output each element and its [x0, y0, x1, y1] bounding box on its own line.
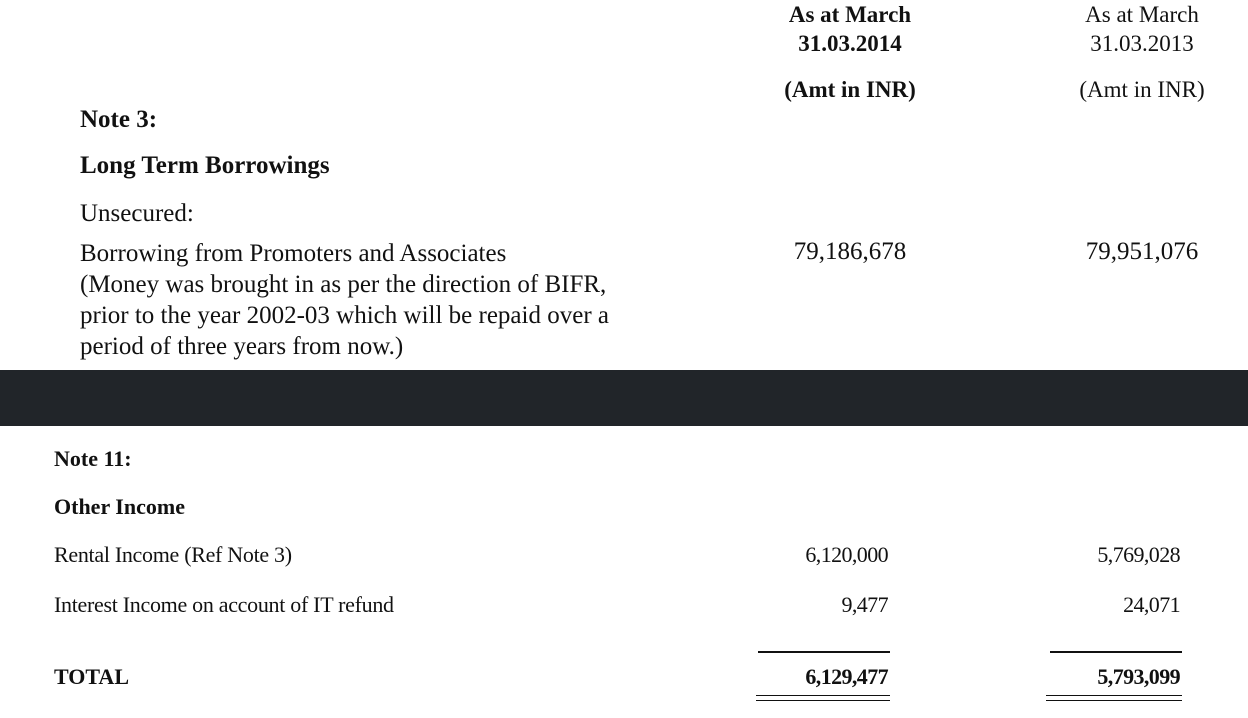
borrowing-description — [80, 238, 609, 362]
col-2013-header-line2: 31.03.2013 — [1090, 31, 1194, 56]
borrowing-description-line: (Money was brought in as per the direction of BIFR, — [80, 271, 607, 298]
borrowing-description-line: Borrowing from Promoters and Associates — [80, 240, 507, 267]
col-2014-header-line2: 31.03.2014 — [798, 31, 902, 56]
total-rule-top-2014 — [758, 651, 890, 653]
rental-income-2013: 5,769,028 — [1097, 542, 1180, 567]
total-2013: 5,793,099 — [1097, 664, 1180, 689]
total-double-rule-2013-b — [1046, 700, 1182, 701]
interest-income-2013: 24,071 — [1123, 592, 1180, 617]
total-double-rule-2014-a — [756, 695, 890, 696]
col-2013-unit: (Amt in INR) — [1079, 77, 1205, 102]
interest-income-label: Interest Income on account of IT refund — [54, 592, 394, 617]
total-double-rule-2014-b — [756, 700, 890, 701]
col-2014-header-line1: As at March — [788, 2, 912, 27]
total-2014: 6,129,477 — [805, 664, 888, 689]
note-11-label: Note 11: — [54, 446, 132, 471]
rental-income-2014: 6,120,000 — [805, 542, 888, 567]
col-2014-unit: (Amt in INR) — [784, 77, 916, 102]
separator-band — [0, 370, 1248, 426]
total-label: TOTAL — [54, 664, 129, 689]
borrowing-description-line: prior to the year 2002-03 which will be repaid over a — [80, 302, 609, 329]
note-3-title: Long Term Borrowings — [80, 152, 330, 179]
note-3-label: Note 3: — [80, 106, 158, 133]
total-rule-top-2013 — [1050, 651, 1182, 653]
unsecured-section-label: Unsecured: — [80, 200, 194, 227]
borrowing-description-line: period of three years from now.) — [80, 333, 404, 360]
total-double-rule-2013-a — [1046, 695, 1182, 696]
borrowing-value-2013: 79,951,076 — [1085, 238, 1199, 265]
rental-income-label: Rental Income (Ref Note 3) — [54, 542, 292, 567]
borrowing-value-2014: 79,186,678 — [793, 238, 907, 265]
note-11-panel — [0, 426, 1248, 718]
note-11-title: Other Income — [54, 494, 185, 519]
interest-income-2014: 9,477 — [841, 592, 888, 617]
col-2013-header-line1: As at March — [1085, 2, 1199, 27]
